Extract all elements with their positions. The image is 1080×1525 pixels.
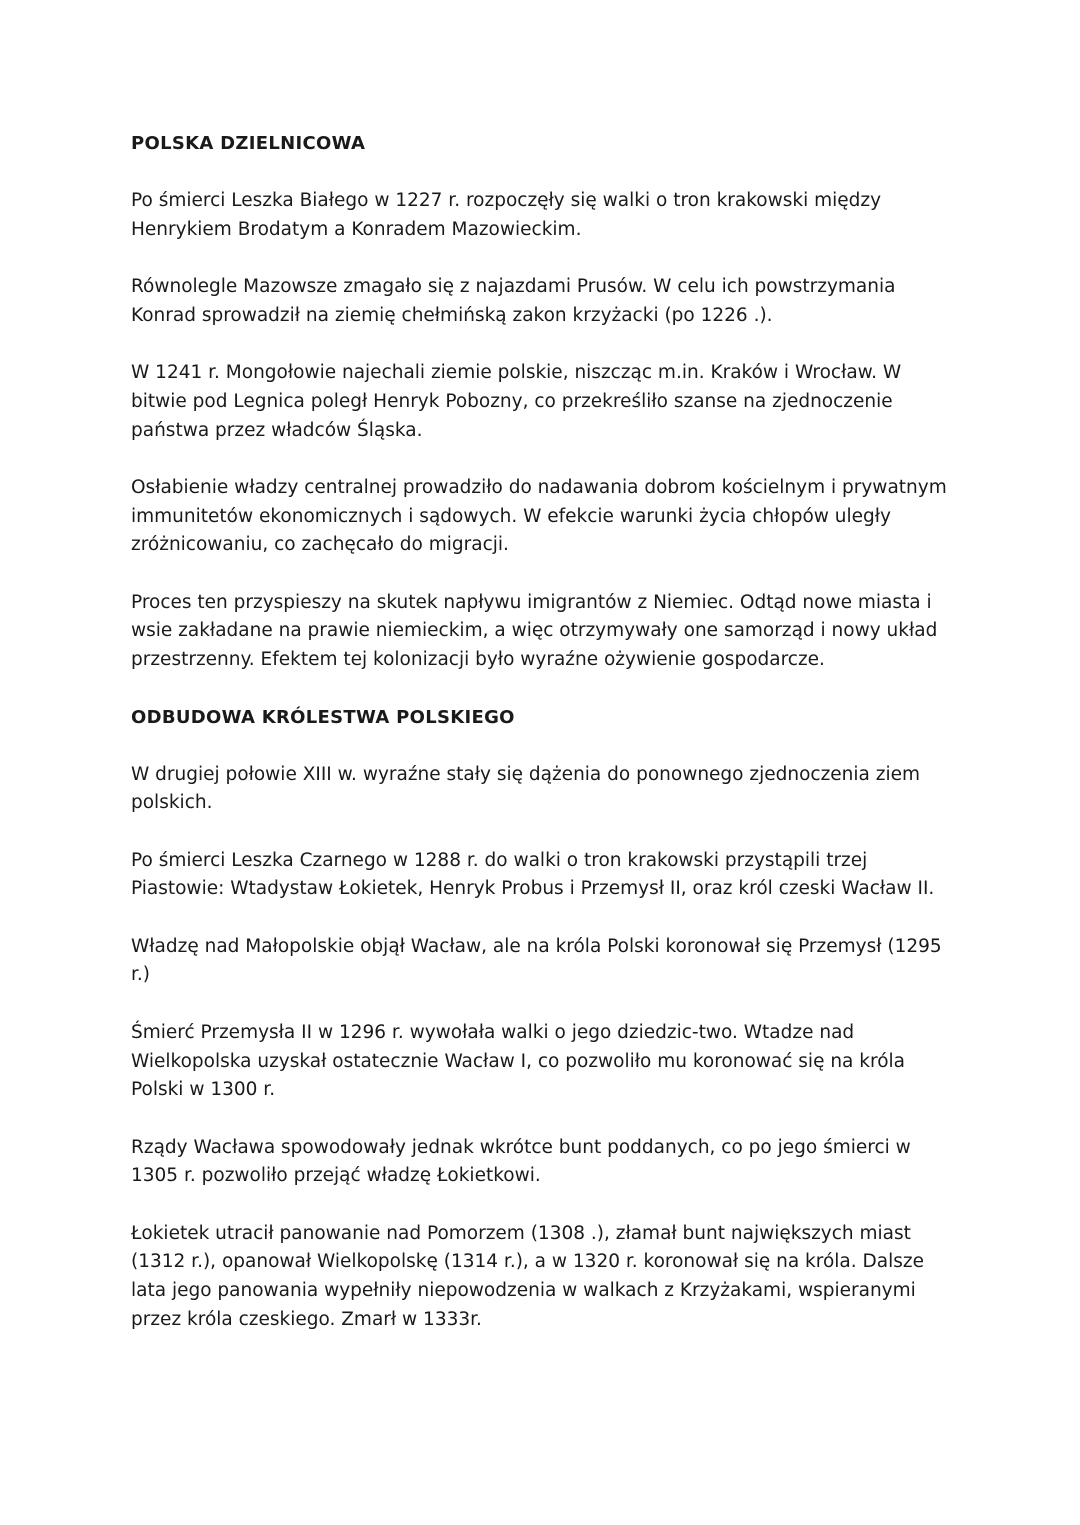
- paragraph: Rządy Wacława spowodowały jednak wkrótce bunt poddanych, co po jego śmierci w 1305 r. pozwoliło przejąć władzę Łokietkowi.: [131, 1136, 911, 1187]
- document-page: [131, 130, 961, 1335]
- paragraph: Po śmierci Leszka Czarnego w 1288 r. do walki o tron krakowski przystąpili trzej Piastowie: Wtadystaw Łokietek, Henryk Probus i Przemysł II, oraz król czeski Wacław II.: [131, 849, 935, 900]
- paragraph: W 1241 r. Mongołowie najechali ziemie polskie, niszcząc m.in. Kraków i Wrocław. W bitwie pod Legnica poległ Henryk Pobozny, co przekreśliło szanse na zjednoczenie państwa przez władców Śląska.: [131, 362, 902, 441]
- paragraph: Osłabienie władzy centralnej prowadziło do nadawania dobrom kościelnym i prywatnym immunitetów ekonomicznych i sądowych. W efekcie warunki życia chłopów uległy zróżnicowaniu, co zachęcało do migracji.: [131, 476, 947, 556]
- paragraph: Po śmierci Leszka Białego w 1227 r. rozpoczęły się walki o tron krakowski między Henrykiem Brodatym a Konradem Mazowieckim.: [131, 190, 882, 240]
- spacer: [131, 158, 961, 187]
- spacer: [131, 904, 961, 933]
- section-heading-odbudowa-krolestwa: ODBUDOWA KRÓLESTWA POLSKIEGO: [131, 706, 515, 728]
- spacer: [131, 990, 961, 1019]
- spacer: [131, 818, 961, 847]
- paragraph: Łokietek utracił panowanie nad Pomorzem (1308 .), złamał bunt największych miast (1312 r.), opanował Wielkopolskę (1314 r.), a w 1320 r. koronował się na króla. Dalsze lata jego panowania wypełniły niepowodzenia w walkach z Krzyżakami, wspieranymi przez króla czeskiego. Zmarł w 1333r.: [131, 1222, 924, 1330]
- paragraph: Równolegle Mazowsze zmagało się z najazdami Prusów. W celu ich powstrzymania Konrad sprowadził na ziemię chełmińską zakon krzyżacki (po 1226 .).: [131, 276, 896, 326]
- paragraph: Śmierć Przemysła II w 1296 r. wywołała walki o jego dziedzic-two. Wtadze nad Wielkopolska uzyskał ostatecznie Wacław I, co pozwoliło mu koronować się na króla Polski w 1300 r.: [131, 1021, 905, 1101]
- paragraph: Proces ten przyspieszy na skutek napływu imigrantów z Niemiec. Odtąd nowe miasta i wsie zakładane na prawie niemieckim, a więc otrzymywały one samorząd i nowy układ przestrzenny. Efektem tej kolonizacji było wyraźne ożywienie gospodarcze.: [131, 591, 938, 671]
- spacer: [131, 1191, 961, 1220]
- spacer: [131, 445, 961, 474]
- spacer: [131, 732, 961, 761]
- spacer: [131, 560, 961, 589]
- spacer: [131, 331, 961, 360]
- section-heading-polska-dzielnicowa: POLSKA DZIELNICOWA: [131, 133, 366, 154]
- spacer: [131, 675, 961, 704]
- spacer: [131, 244, 961, 273]
- paragraph: Władzę nad Małopolskie objął Wacław, ale na króla Polski koronował się Przemysł (1295 r.): [131, 935, 942, 986]
- spacer: [131, 1105, 961, 1134]
- paragraph: W drugiej połowie XIII w. wyraźne stały się dążenia do ponownego zjednoczenia ziem polskich.: [131, 763, 920, 814]
